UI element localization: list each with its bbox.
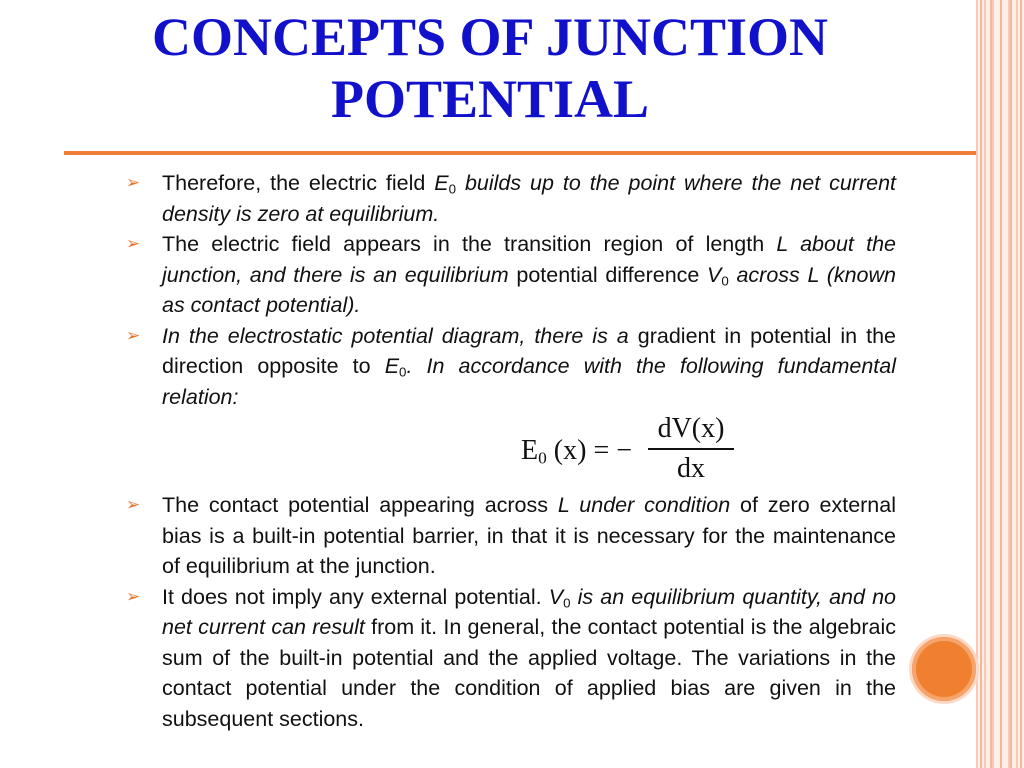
bullet-item — [126, 229, 896, 321]
bullet-text-italic: is an equilibrium quantity, and no net current can result — [162, 584, 896, 639]
equation-denominator: dx — [677, 453, 705, 484]
field-symbol: E — [384, 354, 400, 378]
equation-subscript: 0 — [538, 448, 547, 468]
bullet-text-italic: L about the junction, and there is an equilibrium — [162, 232, 896, 287]
bullet-text-italic: In the electrostatic potential diagram, there is a — [162, 323, 629, 348]
bullet-item — [126, 168, 896, 229]
bullet-text-italic: across L (known as contact potential). — [162, 262, 896, 317]
bullet-text: from it. In general, the contact potential is the algebraic sum of the built-in potential and the applied voltage. The variations in the contact potential under the condition of applied bias are given in the subsequent sections. — [162, 615, 896, 731]
bullet-item — [126, 490, 896, 582]
bullet-item — [126, 582, 896, 735]
bullet-text-italic: . In accordance with the following fundamental relation: — [162, 354, 897, 409]
potential-symbol: V — [707, 262, 722, 287]
bullet-text-italic: L under condition — [557, 493, 731, 517]
equation-symbol: E — [521, 435, 539, 466]
subscript: 0 — [721, 272, 729, 288]
subscript: 0 — [399, 364, 407, 380]
slide-body — [126, 168, 896, 734]
arrow-right-icon: ➢ — [126, 586, 141, 607]
equation-numerator: dV(x) — [657, 413, 725, 444]
arrow-right-icon: ➢ — [126, 325, 141, 346]
potential-symbol: V — [548, 584, 564, 609]
bullet-text: The contact potential appearing across — [162, 493, 558, 517]
equation-lhs — [521, 436, 632, 467]
field-symbol: E — [434, 171, 449, 195]
bullet-text: gradient in potential in the direction opposite to — [162, 323, 896, 378]
bullet-text: of zero external bias is a built-in potential barrier, in that it is necessary for the maintenance of equilibrium at the junction. — [162, 493, 896, 578]
arrow-right-icon: ➢ — [126, 495, 141, 515]
arrow-right-icon: ➢ — [126, 234, 141, 254]
subscript: 0 — [448, 181, 457, 197]
bullet-text: It does not imply any external potential. — [162, 584, 549, 609]
title-divider — [64, 151, 976, 155]
right-decorative-stripes — [976, 0, 1024, 768]
orange-circle-decoration — [912, 637, 976, 701]
bullet-text: The electric field appears in the transition region of length — [162, 232, 777, 256]
slide-title: CONCEPTS OF JUNCTION POTENTIAL — [151, 7, 829, 129]
subscript: 0 — [563, 594, 571, 610]
arrow-right-icon: ➢ — [126, 173, 141, 193]
fraction-bar — [648, 448, 734, 450]
bullet-text: potential difference — [508, 262, 708, 287]
bullet-text-italic: builds up to the point where the net current density is zero at equilibrium. — [162, 171, 896, 226]
bullet-item — [126, 321, 896, 413]
equation — [126, 412, 896, 490]
equation-fraction — [648, 412, 734, 486]
equation-lhs-rest: (x) = − — [546, 435, 633, 466]
bullet-text: Therefore, the electric field — [162, 171, 435, 195]
